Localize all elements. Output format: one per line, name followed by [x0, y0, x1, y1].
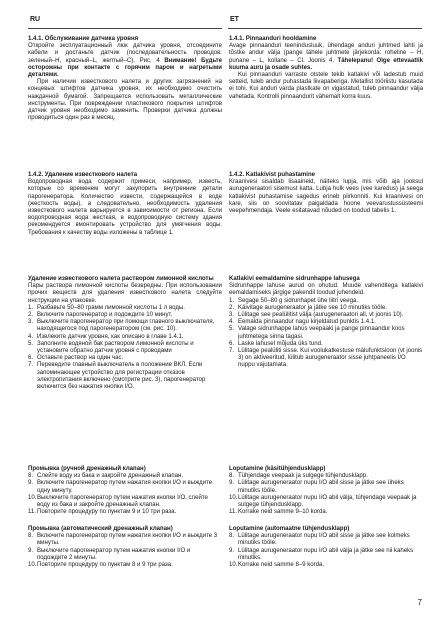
et-section-title: Katlakivi eemaldamine sidrunhappe lahusega — [229, 276, 360, 282]
et-text: Avage pinnaanduri teenindusluuk, ühendage anduri juhtmed lahti ja tõstke andur välja (pange tähele juhtmete järjekorda: roheline – H, punane – L, kollane – Cl. Joonis 4. — [229, 43, 423, 64]
step-text: Разбавьте 50–80 грамм лимонной кислоты 1 л воды. — [37, 304, 185, 311]
et-section-title: 1.4.2. Katlakivist puhastamine — [229, 172, 316, 178]
left-language-code: RU — [30, 16, 41, 23]
step-text: Повторите процедуру по пунктам 9 и 10 три раза. — [37, 509, 177, 516]
ru-section-auto-drain — [28, 526, 222, 569]
list-item: 4. Извлеките датчик уровня, как описано в главе 1.4.1. — [28, 333, 184, 340]
step-text: Включите парогенератор путем нажатия кнопки I/O и выждите одну минуту. — [37, 480, 213, 494]
et-paragraph: Kraanivesi sisaldab lisaaineid, näiteks lupja, mis võib aja jooksul aurugeneraatori sisemust katta. Lubja hulk vees (vee karedus) ja seega katlakivist puhastamise sagedus erineb piirkonniti. Kui kraanivesi on kare, siis on soovitatav paigaldada hoone veevarustussüsteemi veepehmendaja. Veele esitatavad nõuded on toodud tabelis 1. — [229, 179, 423, 215]
ru-section-title: Промывка (ручной дренажный клапан) — [28, 466, 146, 472]
right-column-header — [228, 14, 422, 29]
et-section-title: Loputamine (käsitühjendusklapp) — [229, 466, 326, 472]
step-text: Слейте воду из бака и закройте дренажный клапан. — [37, 473, 184, 480]
step-text: Включите парогенератор путем нажатия кнопки I/O и выждите 3 минуты. — [37, 533, 218, 547]
step-text: Заполните водяной бак раствором лимонной кислоты и установите обратно датчик уровня с проводами — [37, 340, 194, 355]
ru-paragraph — [28, 43, 222, 79]
ru-paragraph: При наличии известкового налета и других загрязнений на концевых штифтов датчика уровня, их необходимо очистить наждачной бумагой. Запрещается использовать металлические инструменты. При повреждении пластикового покрытия штифтов датчик уровня необходимо заменить. Проверки датчика должны проводиться один раз в месяц. — [28, 79, 222, 122]
step-text: Выключите парогенератор при помощи главного выключателя, находящегося под парогенератором (см. рис. 10). — [37, 319, 215, 333]
list-item: 9. Lülitage aurugeneraator nupu I/O abil sisse ja jätke see üheks minutiks tööle. — [229, 480, 404, 494]
et-steps-list — [229, 533, 423, 569]
list-item: 1. Разбавьте 50–80 грамм лимонной кислоты 1 л воды. — [28, 304, 185, 311]
ru-steps-list — [28, 473, 222, 516]
list-item: 11. Повторите процедуру по пунктам 9 и 10 три раза. — [28, 509, 177, 516]
ru-section-level-sensor — [28, 36, 222, 122]
list-item: 3. Lülitage see pealülitist välja (aurugeneraatori all, vt joonis 10). — [229, 312, 404, 319]
ru-warning: Внимание! Будьте осторожны при контакте с горячим паром и нагретыми деталями. — [28, 57, 222, 79]
ru-section-title: Промывка (автоматический дренажный клапан) — [28, 526, 173, 532]
ru-paragraph: Пары раствора лимонной кислоты безвредны. При использовании прочих веществ для удаления известкового налета следуйте инструкции на упаковке. — [28, 283, 222, 304]
et-steps-list — [229, 298, 423, 370]
step-text: Käivitage aurugeneraator ja jätke see 10 minutiks tööle. — [238, 304, 387, 311]
list-item: 7. Lülitage pealüliti sisse. Kui voolukatkestuse mälufunktsioon (vt joonis 3) on aktiveeritud, lülitub aurugeneraator sisse juhtpaneelis I/O nuppu vajutamata. — [229, 348, 423, 369]
list-item: 11. Korrake neid samme 9–10 korda. — [229, 509, 328, 516]
et-section-auto-drain — [229, 526, 423, 569]
list-item: 9. Выключите парогенератор путем нажатия кнопки I/O и подождите 2 минуты. — [28, 547, 191, 561]
list-item: 9. Lülitage aurugeneraator nupu I/O abil välja ja jätke see nii kaheks minutiks. — [229, 547, 414, 561]
list-item: 5. Valage sidrunhappe lahus veepaaki ja pange pinnaandur koos juhtmetega sinna tagasi. — [229, 326, 405, 340]
ru-section-title: Удаление известкового налета раствором лимонной кислоты — [28, 276, 214, 282]
step-text: Korrake neid samme 9–10 korda. — [238, 509, 328, 516]
ru-steps-list — [28, 305, 222, 391]
ru-section-title: 1.4.2. Удаление известкового налета — [28, 172, 138, 178]
et-section-manual-drain — [229, 466, 423, 516]
step-text: Переведите главный выключатель в положение ВКЛ. Если запоминающее устройство для регистрации отказов электропитания включено (смотрите рис. 3), парогенератор включится без нажатия кнопки I/O. — [37, 362, 206, 391]
step-text: Оставьте раствор на один час. — [37, 355, 124, 362]
list-item: 2. Включите парогенератор и подождите 10 минут. — [28, 312, 173, 319]
list-item: 5. Заполните водяной бак раствором лимонной кислоты и установите обратно датчик уровня с проводами — [28, 340, 194, 355]
right-language-code: ET — [230, 16, 239, 23]
step-text: Повторите процедуру по пунктам 8 и 9 три раза. — [37, 562, 173, 569]
list-item: 2. Käivitage aurugeneraator ja jätke see 10 minutiks tööle. — [229, 304, 387, 311]
step-text: Lülitage aurugeneraator nupu I/O abil välja, tühjendage veepaak ja sulgege tühjendusklapp. — [238, 494, 417, 509]
page-number: 7 — [417, 598, 422, 607]
list-item: 8. Включите парогенератор путем нажатия кнопки I/O и выждите 3 минуты. — [28, 533, 218, 547]
ru-section-citric-acid — [28, 276, 222, 391]
list-item: 6. Оставьте раствор на один час. — [28, 355, 124, 362]
step-text: Segage 50–80 g sidrunhapet ühe liitri veega. — [238, 297, 359, 304]
list-item: 10. Lülitage aurugeneraator nupu I/O abil välja, tühjendage veepaak ja sulgege tühjendusklapp. — [229, 494, 417, 509]
et-paragraph — [229, 43, 423, 72]
ru-section-manual-drain — [28, 466, 222, 516]
step-text: Lülitage pealüliti sisse. Kui voolukatkestuse mälufunktsioon (vt joonis 3) on aktiveeritud, lülitub aurugeneraator sisse juhtpaneelis I/O nuppu vajutamata. — [238, 348, 423, 369]
list-item: 8. Lülitage aurugeneraator nupu I/O abil sisse ja jätke see kolmeks minutiks tööle. — [229, 533, 410, 547]
list-item: 8. Слейте воду из бака и закройте дренажный клапан. — [28, 473, 184, 480]
et-section-descaling — [229, 172, 423, 215]
left-column-header — [28, 14, 222, 29]
list-item: 4. Eemalda pinnaandur nagu kirjeldatud punktis 1.4.1. — [229, 319, 376, 326]
ru-text: Откройте эксплуатационный люк датчика уровня, отсоедините кабели и достаньте датчик (последовательность проводов: зеленый–Н, красный–L, желтый–С). Рис. 4 — [28, 43, 222, 64]
et-section-title: 1.4.1. Pinnaanduri hooldamine — [229, 36, 317, 42]
list-item: 6. Laske lahusel mõjuda üks tund. — [229, 340, 323, 347]
et-warning: Tähelepanu! Olge ettevaatlik kuuma auru ja osade suhtes. — [229, 57, 423, 71]
et-section-citric-acid — [229, 276, 423, 370]
ru-steps-list — [28, 533, 222, 569]
list-item: 9. Включите парогенератор путем нажатия кнопки I/O и выждите одну минуту. — [28, 480, 213, 494]
step-text: Выключите парогенератор путем нажатия кнопки I/O и подождите 2 минуты. — [37, 547, 191, 561]
step-text: Lülitage aurugeneraator nupu I/O abil sisse ja jätke see üheks minutiks tööle. — [238, 480, 404, 494]
step-text: Tühjendage veepaak ja sulgege tühjendusklapp. — [238, 473, 368, 480]
et-section-title: Loputamine (automaatne tühjendusklapp) — [229, 526, 350, 532]
et-steps-list — [229, 473, 423, 516]
list-item: 10. Выключите парогенератор путем нажатия кнопки I/O, слейте воду из бака и закройте дренажный клапан. — [28, 494, 208, 509]
step-text: Lülitage aurugeneraator nupu I/O abil sisse ja jätke see kolmeks minutiks tööle. — [238, 533, 410, 547]
step-text: Извлеките датчик уровня, как описано в главе 1.4.1. — [37, 333, 184, 340]
step-text: Lülitage see pealülitist välja (aurugeneraatori all, vt joonis 10). — [238, 312, 404, 319]
step-text: Lülitage aurugeneraator nupu I/O abil välja ja jätke see nii kaheks minutiks. — [238, 547, 414, 561]
et-paragraph: Kui pinnaanduri varraste otstele tekib katlakivi või ladestub muid setteid, tuleb andur puhastada liivapaberiga. Metallist tööriistu kasutada ei tohi. Kui anduri varda plastkate on vigastatud, tuleb pinnaandur välja vahetada. Kontrolli pinnaandurit vähemalt korra kuus. — [229, 72, 423, 100]
ru-section-title: 1.4.1. Обслуживание датчика уровня — [28, 36, 139, 42]
step-text: Korrake neid samme 8–9 korda. — [238, 562, 325, 569]
step-text: Выключите парогенератор путем нажатия кнопки I/O, слейте воду из бака и закройте дренажный клапан. — [37, 494, 208, 509]
list-item: 10. Korrake neid samme 8–9 korda. — [229, 562, 325, 569]
list-item: 8. Tühjendage veepaak ja sulgege tühjendusklapp. — [229, 473, 368, 480]
step-text: Laske lahusel mõjuda üks tund. — [238, 340, 323, 347]
step-text: Включите парогенератор и подождите 10 минут. — [37, 312, 173, 319]
list-item: 1. Segage 50–80 g sidrunhapet ühe liitri veega. — [229, 297, 359, 304]
et-section-level-sensor — [229, 36, 423, 101]
list-item: 7. Переведите главный выключатель в положение ВКЛ. Если запоминающее устройство для регистрации отказов электропитания включено (смотрите рис. 3), парогенератор включится без нажатия кнопки I/O. — [28, 362, 206, 391]
step-text: Valage sidrunhappe lahus veepaaki ja pange pinnaandur koos juhtmetega sinna tagasi. — [238, 326, 405, 340]
ru-section-descaling — [28, 172, 222, 237]
step-text: Eemalda pinnaandur nagu kirjeldatud punktis 1.4.1. — [238, 319, 376, 326]
list-item: 10. Повторите процедуру по пунктам 8 и 9 три раза. — [28, 562, 173, 569]
et-paragraph: Sidrunhappe lahuse aurud on ohutud. Muude vahenditega katlakivi eemaldamiseks järgige pakendil toodud juhendeid. — [229, 283, 423, 297]
ru-paragraph: Водопроводная вода содержит примеси, например, известь, которые со временем могут закупорить внутренние детали парогенератора. Количество извести, содержащейся в воде (жесткость воды), а следовательно, необходимость удаления известкового налета варьируется в зависимости от региона. Если водопроводная вода жесткая, в водопроводную систему здания рекомендуется вмонтировать устройство для умягчения воды. Требования к качеству воды изложены в таблице 1. — [28, 179, 222, 236]
list-item: 3. Выключите парогенератор при помощи главного выключателя, находящегося под парогенератором (см. рис. 10). — [28, 319, 215, 333]
